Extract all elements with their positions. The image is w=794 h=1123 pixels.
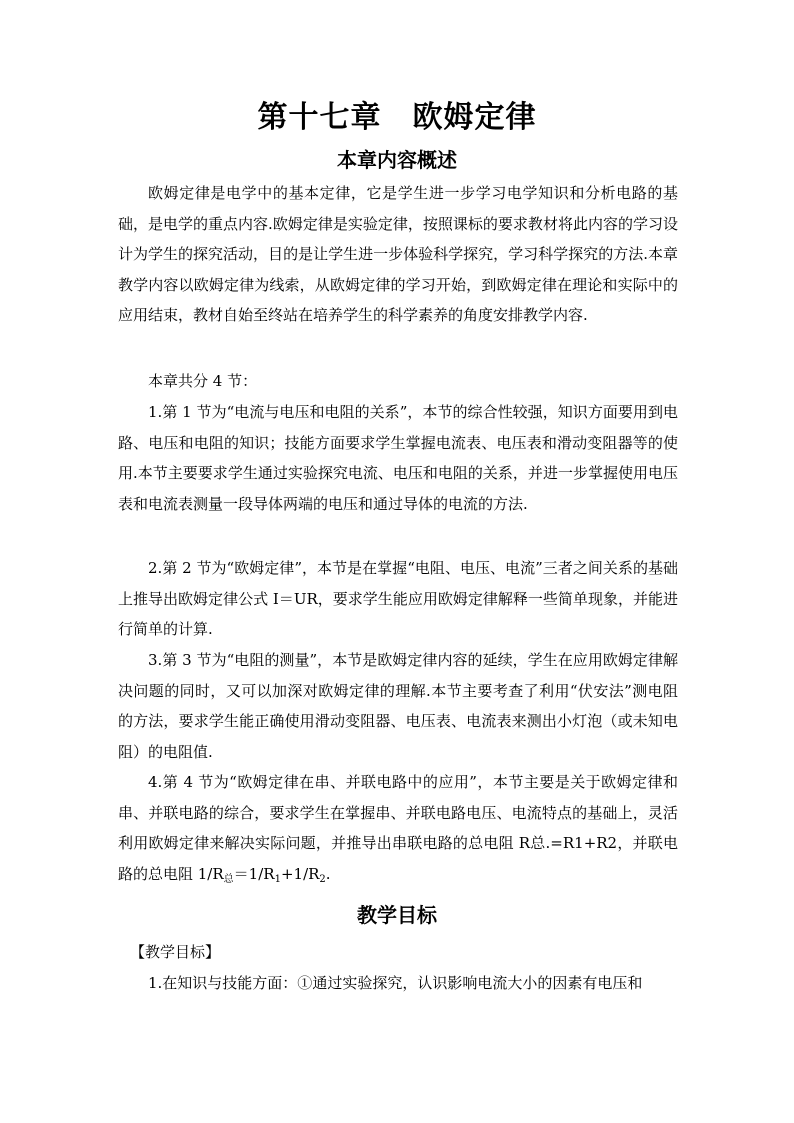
overview-title: 本章内容概述 (337, 148, 457, 172)
section-3-paragraph: 3.第 3 节为“电阻的测量”，本节是欧姆定律内容的延续，学生在应用欧姆定律解决问题的同时，又可以加深对欧姆定律的理解.本节主要考查了利用“伏安法”测电阻的方法，要求学生能正确使用滑动变阻器、电压表、电流表来测出小灯泡（或未知电阻）的电阻值. (118, 651, 678, 761)
subscript-2: 2 (319, 873, 326, 885)
goal-1-paragraph: 1.在知识与技能方面：①通过实验探究，认识影响电流大小的因素有电压和 (148, 974, 643, 992)
section-1-paragraph: 1.第 1 节为“电流与电压和电阻的关系”，本节的综合性较强，知识方面要用到电路、电压和电阻的知识；技能方面要求学生掌握电流表、电压表和滑动变阻器等的使用.本节主要要求学生通过实验探究电流、电压和电阻的关系，并进一步掌握使用电压表和电流表测量一段导体两端的电压和通过导体的电流的方法. (118, 403, 678, 513)
intro-paragraph: 欧姆定律是电学中的基本定律，它是学生进一步学习电学知识和分析电路的基础，是电学的重点内容.欧姆定律是实验定律，按照课标的要求教材将此内容的学习设计为学生的探究活动，目的是让学生进一步体验科学探究，学习科学探究的方法.本章教学内容以欧姆定律为线索，从欧姆定律的学习开始，到欧姆定律在理论和实际中的应用结束，教材自始至终站在培养学生的科学素养的角度安排教学内容. (118, 184, 678, 324)
section-4-end: . (325, 864, 331, 883)
section-4-text: 4.第 4 节为“欧姆定律在串、并联电路中的应用”，本节主要是关于欧姆定律和串、并联电路的综合，要求学生在掌握串、并联电路电压、电流特点的基础上，灵活利用欧姆定律来解决实际问题，并推导出串联电路的总电阻 R总.=R1+R2，并联电路的总电阻 1/R (118, 773, 678, 883)
section-2-paragraph: 2.第 2 节为“欧姆定律”，本节是在掌握“电阻、电压、电流”三者之间关系的基础上推导出欧姆定律公式 I＝UR，要求学生能应用欧姆定律解释一些简单现象，并能进行简单的计算. (118, 559, 678, 638)
chapter-title: 第十七章 欧姆定律 (257, 100, 537, 135)
section-4-paragraph (118, 767, 678, 895)
subscript-total: 总 (223, 873, 234, 885)
section-4-formula-mid: ＝1/R (233, 864, 275, 883)
goals-title: 教学目标 (357, 903, 437, 927)
goals-heading: 【教学目标】 (130, 943, 221, 961)
section-count-paragraph: 本章共分 4 节： (148, 372, 258, 390)
section-4-formula-plus: +1/R (280, 864, 320, 883)
subscript-1: 1 (274, 873, 281, 885)
